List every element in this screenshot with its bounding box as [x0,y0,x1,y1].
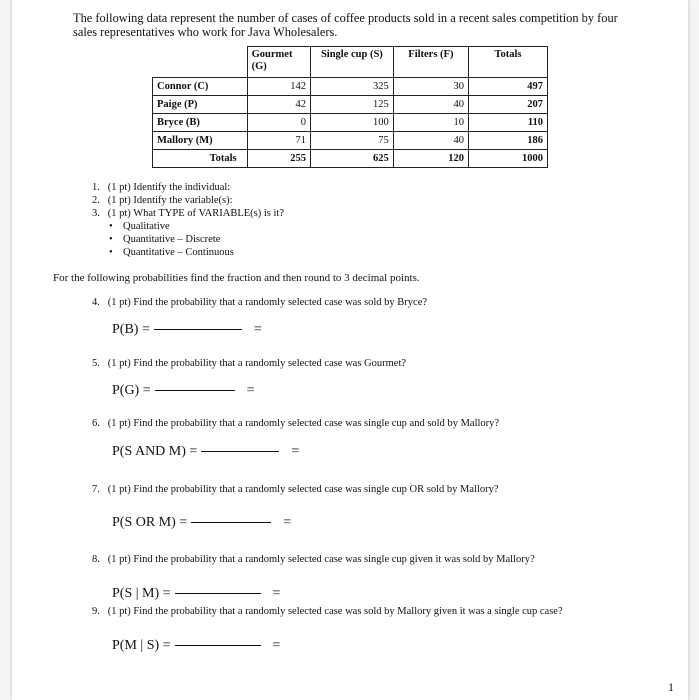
problem-7-text: 7. (1 pt) Find the probability that a randomly selected case was single cup OR sold by Mallory? [92,484,499,495]
table-header-row [153,47,548,78]
problem-5-text: 5. (1 pt) Find the probability that a randomly selected case was Gourmet? [92,358,407,369]
total-value: 625 [310,150,393,168]
bullet-item [109,246,234,259]
problem-4-text: 4. (1 pt) Find the probability that a randomly selected case was sold by Bryce? [92,297,428,308]
cell-value: 110 [469,114,548,132]
answer-fraction-line[interactable] [175,645,261,646]
bullet-label: Qualitative [123,221,170,232]
formula-label: P(M | S) = [112,638,171,653]
cell-value: 100 [310,114,393,132]
equals-sign: = [272,638,281,653]
total-value: 255 [247,150,310,168]
bullet-label: Quantitative – Discrete [123,234,221,245]
formula-label: P(B) = [112,322,150,337]
cell-value: 42 [247,96,310,114]
header-gourmet: Gourmet (G) [247,47,310,78]
bullet-icon: • [109,247,113,258]
cell-value: 40 [393,132,468,150]
bullet-icon: • [109,221,113,232]
problem-9-formula [112,638,280,654]
cell-value: 0 [247,114,310,132]
equals-sign: = [283,515,292,530]
cell-value: 40 [393,96,468,114]
table-row [153,114,548,132]
total-value: 1000 [469,150,548,168]
equals-sign: = [291,444,300,459]
intro-paragraph: The following data represent the number of cases of coffee products sold in a recent sales competition by four sales representatives who work for Java Wholesalers. [73,11,618,39]
table-row [153,78,548,96]
bullet-icon: • [109,234,113,245]
problem-7-formula [112,515,291,531]
formula-label: P(G) = [112,383,151,398]
page-number: 1 [668,680,674,694]
table-row [153,132,548,150]
table-row [153,96,548,114]
question-3: 3. (1 pt) What TYPE of VARIABLE(s) is it? [92,208,285,219]
table-corner-cell [153,47,248,78]
question-2: 2. (1 pt) Identify the variable(s): [92,195,233,206]
header-single-cup: Single cup (S) [310,47,393,78]
totals-label: Totals [153,150,248,168]
document-page [12,0,688,700]
cell-value: 71 [247,132,310,150]
cell-value: 207 [469,96,548,114]
row-label: Connor (C) [153,78,248,96]
problem-6-text: 6. (1 pt) Find the probability that a randomly selected case was single cup and sold by Mallory? [92,418,500,429]
header-filters: Filters (F) [393,47,468,78]
cell-value: 30 [393,78,468,96]
formula-label: P(S OR M) = [112,515,188,530]
answer-fraction-line[interactable] [175,593,261,594]
cell-value: 497 [469,78,548,96]
row-label: Bryce (B) [153,114,248,132]
answer-fraction-line[interactable] [155,390,235,391]
bullet-item [109,220,170,233]
sales-table [152,46,548,168]
cell-value: 186 [469,132,548,150]
equals-sign: = [253,322,262,337]
bullet-label: Quantitative – Continuous [123,247,234,258]
equals-sign: = [246,383,255,398]
totals-row [153,150,548,168]
problem-9-text: 9. (1 pt) Find the probability that a randomly selected case was sold by Mallory given it was a single cup case? [92,606,563,617]
problem-4-formula [112,322,262,338]
bullet-item [109,233,220,246]
problem-8-text: 8. (1 pt) Find the probability that a randomly selected case was single cup given it was sold by Mallory? [92,554,535,565]
equals-sign: = [272,586,281,601]
problem-5-formula [112,383,255,399]
row-label: Paige (P) [153,96,248,114]
cell-value: 75 [310,132,393,150]
formula-label: P(S | M) = [112,586,171,601]
formula-label: P(S AND M) = [112,444,198,459]
cell-value: 10 [393,114,468,132]
row-label: Mallory (M) [153,132,248,150]
answer-fraction-line[interactable] [201,451,279,452]
instruction-text: For the following probabilities find the fraction and then round to 3 decimal points. [53,272,420,284]
cell-value: 325 [310,78,393,96]
problem-8-formula [112,586,280,602]
cell-value: 142 [247,78,310,96]
question-1: 1. (1 pt) Identify the individual: [92,182,231,193]
problem-6-formula [112,444,299,460]
answer-fraction-line[interactable] [154,329,242,330]
total-value: 120 [393,150,468,168]
header-totals: Totals [469,47,548,78]
answer-fraction-line[interactable] [191,522,271,523]
cell-value: 125 [310,96,393,114]
